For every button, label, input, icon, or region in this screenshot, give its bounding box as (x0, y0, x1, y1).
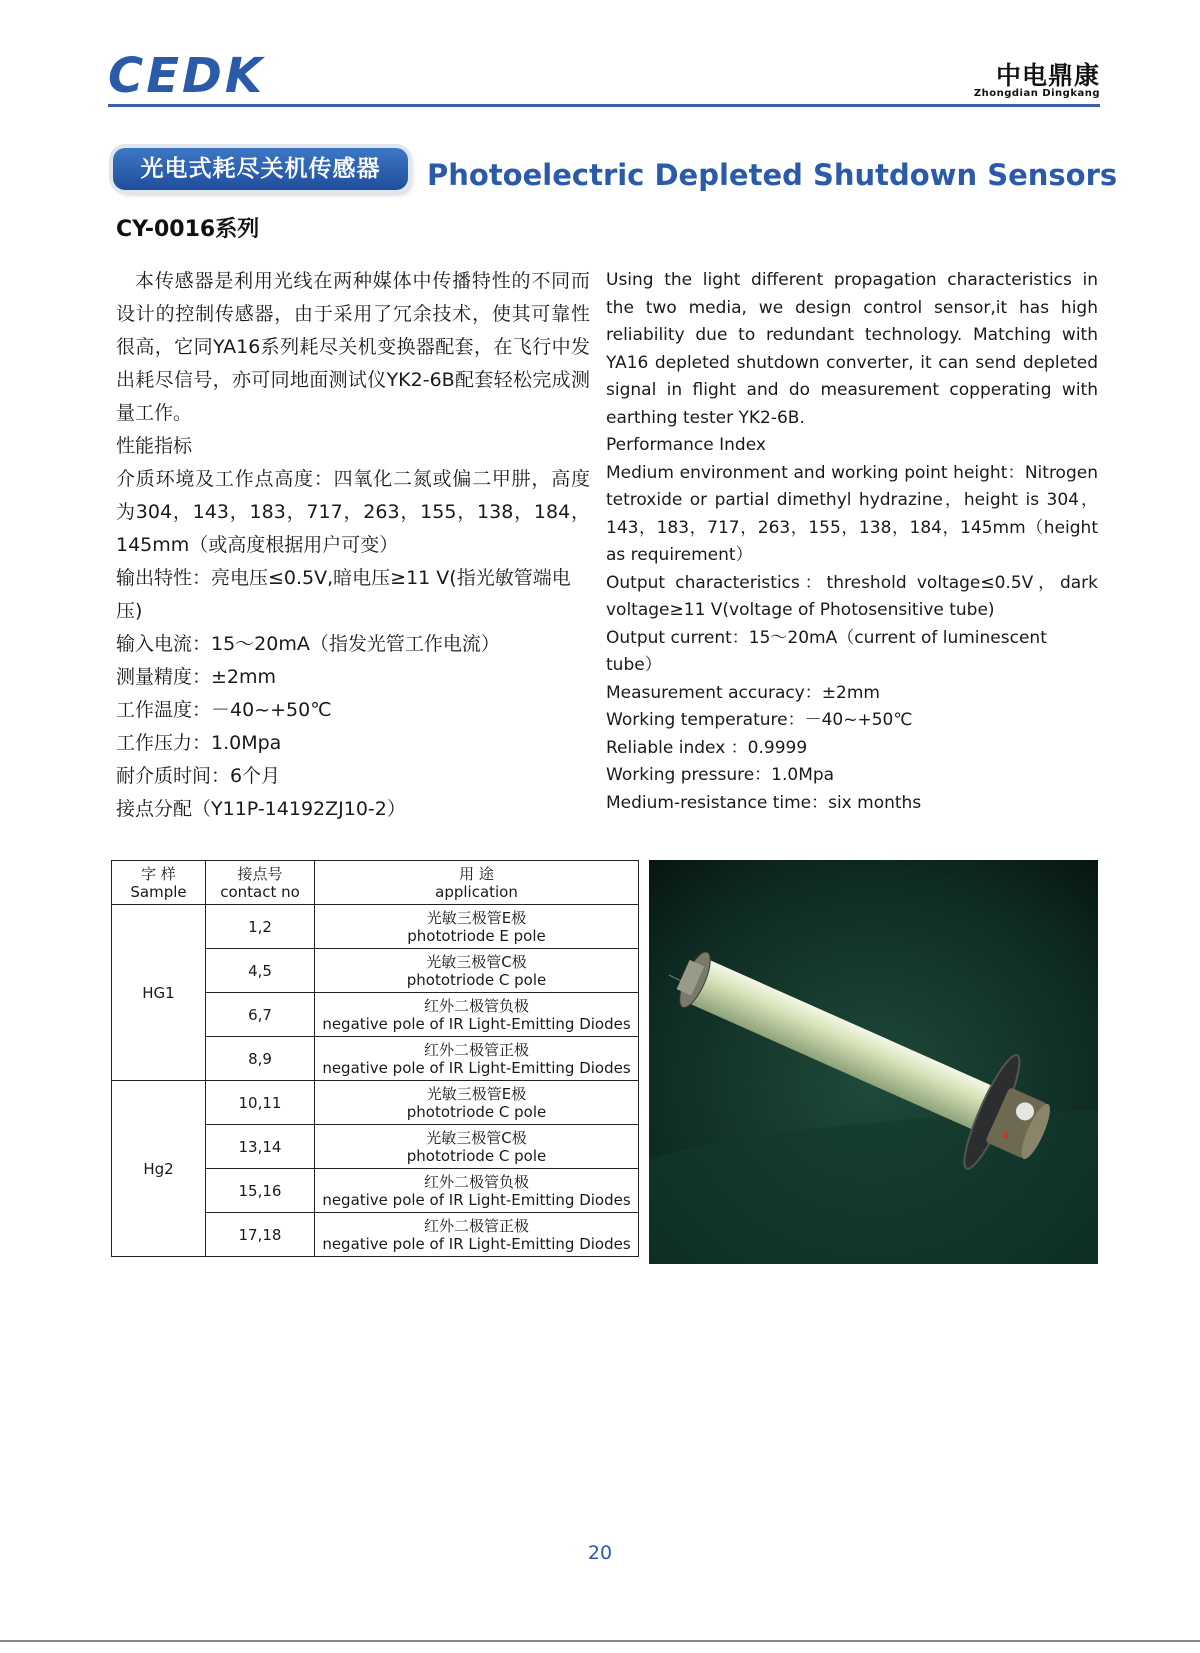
perf-heading-cn: 性能指标 (116, 435, 193, 457)
contact-cell: 15,16 (206, 1169, 315, 1213)
spec-cn: 输出特性：亮电压≤0.5V,暗电压≥11 V(指光敏管端电压) (116, 567, 571, 622)
intro-en: Using the light different propagation characteristics in the two media, we design control sensor,it has high reliability due to redundant technology. Matching with YA16 depleted shutdown converter, it can send depleted signal in flight and do measurement copperating with earthing tester YK2-6B. (606, 270, 1098, 428)
header-contact: 接点号 contact no (206, 861, 315, 905)
spec-cn: 工作温度：－40~+50℃ (116, 699, 332, 721)
contact-cell: 13,14 (206, 1125, 315, 1169)
page-number: 20 (587, 1542, 613, 1564)
contact-cell: 17,18 (206, 1213, 315, 1257)
application-cell: 光敏三极管C极 phototriode C pole (315, 1125, 639, 1169)
table-header-row (112, 861, 639, 905)
spec-cn: 耐介质时间：6个月 (116, 765, 281, 787)
spec-cn: 接点分配（Y11P-14192ZJ10-2） (116, 798, 406, 820)
spec-en: Working pressure：1.0Mpa (606, 765, 835, 785)
sample-cell: HG1 (112, 905, 206, 1081)
brand-name-en: Zhongdian Dingkang (973, 88, 1100, 99)
application-cell: 光敏三极管C极 phototriode C pole (315, 949, 639, 993)
bottom-divider (0, 1640, 1200, 1642)
contact-cell: 4,5 (206, 949, 315, 993)
contact-cell: 10,11 (206, 1081, 315, 1125)
application-cell: 红外二极管负极 negative pole of IR Light-Emitting Diodes (315, 1169, 639, 1213)
application-cell: 光敏三极管E极 phototriode E pole (315, 905, 639, 949)
spec-en: Measurement accuracy：±2mm (606, 682, 880, 703)
perf-heading-en: Performance Index (606, 435, 766, 455)
sensor-photo-illustration (649, 860, 1098, 1264)
contact-cell: 8,9 (206, 1037, 315, 1081)
spec-en: Working temperature：－40~+50℃ (606, 710, 913, 730)
header-application: 用 途 application (315, 861, 639, 905)
cedk-logo: CEDK (108, 48, 266, 104)
application-cell: 光敏三极管E极 phototriode C pole (315, 1081, 639, 1125)
spec-en: Reliable index ：0.9999 (606, 737, 808, 758)
page-header (108, 48, 1100, 106)
spec-en: Output characteristics：threshold voltage≤0.5V，dark voltage≥11 V(voltage of Photosensitive tube) (606, 572, 1098, 620)
chinese-description (116, 265, 590, 826)
spec-en: Output current：15～20mA（current of luminescent tube） (606, 627, 1047, 675)
header-sample: 字 样 Sample (112, 861, 206, 905)
spec-cn: 测量精度：±2mm (116, 666, 277, 688)
spec-cn: 输入电流：15～20mA（指发光管工作电流） (116, 633, 500, 655)
intro-cn: 本传感器是利用光线在两种媒体中传播特性的不同而设计的控制传感器，由于采用了冗余技术，使其可靠性很高，它同YA16系列耗尽关机变换器配套，在飞行中发出耗尽信号，亦可同地面测试仪YK2-6B配套轻松完成测量工作。 (116, 270, 590, 424)
contact-cell: 6,7 (206, 993, 315, 1037)
series-label: CY-0016系列 (116, 217, 260, 242)
contact-cell: 1,2 (206, 905, 315, 949)
application-cell: 红外二极管负极 negative pole of IR Light-Emitting Diodes (315, 993, 639, 1037)
english-description (606, 267, 1098, 817)
spec-en: Medium environment and working point height：Nitrogen tetroxide or partial dimethyl hydrazine，height is 304，143，183，717，263，155，138，184，145mm（height as requirement） (606, 462, 1098, 565)
header-divider (108, 104, 1100, 107)
table-row (112, 905, 639, 949)
spec-cn: 介质环境及工作点高度：四氧化二氮或偏二甲肼，高度为304，143，183，717，263，155，138，184，145mm（或高度根据用户可变） (116, 468, 590, 556)
application-cell: 红外二极管正极 negative pole of IR Light-Emitting Diodes (315, 1037, 639, 1081)
sample-cell: Hg2 (112, 1081, 206, 1257)
table-row (112, 1081, 639, 1125)
sensor-product-photo (649, 860, 1098, 1264)
title-badge-cn: 光电式耗尽关机传感器 (113, 148, 408, 190)
brand-name-cn: 中电鼎康 (995, 61, 1100, 90)
spec-en: Medium-resistance time：six months (606, 792, 922, 813)
spec-cn: 工作压力：1.0Mpa (116, 732, 282, 754)
contact-allocation-table (111, 860, 639, 1257)
page-title-en: Photoelectric Depleted Shutdown Sensors (427, 158, 1118, 192)
application-cell: 红外二极管正极 negative pole of IR Light-Emitting Diodes (315, 1213, 639, 1257)
